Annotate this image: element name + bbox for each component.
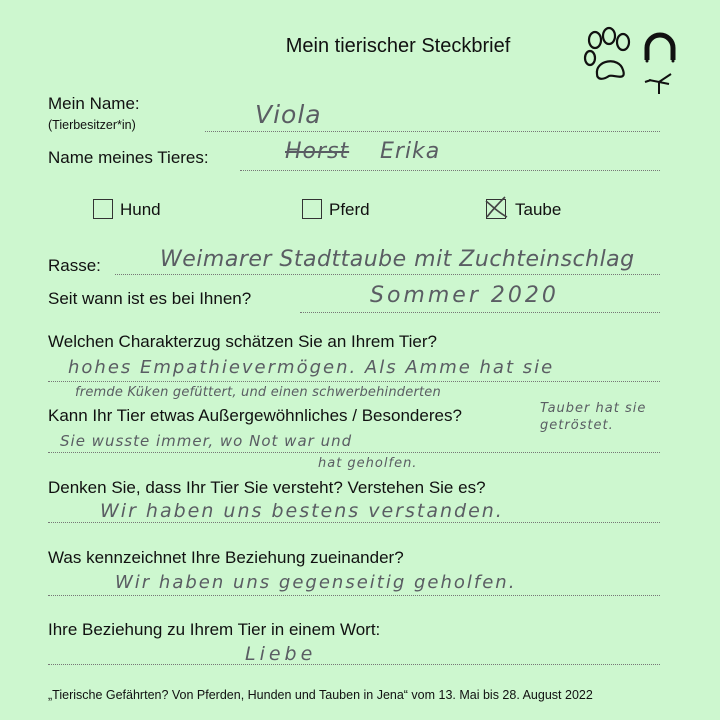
exhibition-footer: „Tierische Gefährten? Von Pferden, Hunden und Tauben in Jena“ vom 13. Mai bis 28. August 2022 (48, 688, 593, 702)
name-label: Mein Name: (48, 94, 140, 113)
since-value: Sommer 2020 (370, 283, 559, 308)
pet-name-label: Name meines Tieres: (48, 148, 209, 167)
character-answer-line4: getröstet. (540, 418, 614, 433)
special-question: Kann Ihr Tier etwas Außergewöhnliches / Besonderes? (48, 406, 462, 425)
horseshoe-icon (641, 30, 679, 64)
form-title: Mein tierischer Steckbrief (285, 35, 511, 57)
checkbox-taube[interactable] (486, 199, 506, 219)
breed-line (115, 274, 660, 275)
character-answer-line2: fremde Küken gefüttert, und einen schwerbehinderten (75, 385, 441, 400)
bird-footprint-icon (641, 66, 675, 96)
character-answer-line1: hohes Empathievermögen. Als Amme hat sie (68, 357, 555, 378)
name-sublabel: (Tierbesitzer*in) (48, 118, 136, 132)
paw-icon (585, 30, 633, 82)
relationship-answer: Wir haben uns gegenseitig geholfen. (115, 572, 517, 593)
special-line (48, 452, 660, 453)
relationship-question: Was kennzeichnet Ihre Beziehung zueinander? (48, 548, 404, 567)
pet-name-line (240, 170, 660, 171)
understand-answer: Wir haben uns bestens verstanden. (100, 500, 504, 522)
breed-label: Rasse: (48, 256, 101, 275)
name-line (205, 131, 660, 132)
pet-name-value: Erika (380, 139, 441, 164)
checkmark-x-icon (483, 195, 509, 219)
checkbox-pferd[interactable] (302, 199, 322, 219)
checkbox-label-taube: Taube (515, 200, 562, 219)
special-answer-line1: Sie wusste immer, wo Not war und (60, 432, 353, 450)
character-question: Welchen Charakterzug schätzen Sie an Ihrem Tier? (48, 332, 437, 351)
one-word-answer: Liebe (245, 643, 317, 665)
character-answer-line3: Tauber hat sie (540, 401, 647, 416)
since-label: Seit wann ist es bei Ihnen? (48, 289, 252, 308)
understand-question: Denken Sie, dass Ihr Tier Sie versteht? Verstehen Sie es? (48, 478, 486, 497)
since-line (300, 312, 660, 313)
checkbox-label-pferd: Pferd (329, 200, 370, 219)
pet-name-struck: Horst (285, 139, 350, 164)
relationship-line (48, 595, 660, 596)
special-answer-line2: hat geholfen. (318, 456, 418, 471)
checkbox-hund[interactable] (93, 199, 113, 219)
one-word-question: Ihre Beziehung zu Ihrem Tier in einem Wort: (48, 620, 381, 639)
character-line (48, 381, 660, 382)
checkbox-label-hund: Hund (120, 200, 161, 219)
name-value: Viola (255, 100, 322, 129)
understand-line (48, 522, 660, 523)
one-word-line (48, 664, 660, 665)
breed-value: Weimarer Stadttaube mit Zuchteinschlag (160, 247, 635, 272)
